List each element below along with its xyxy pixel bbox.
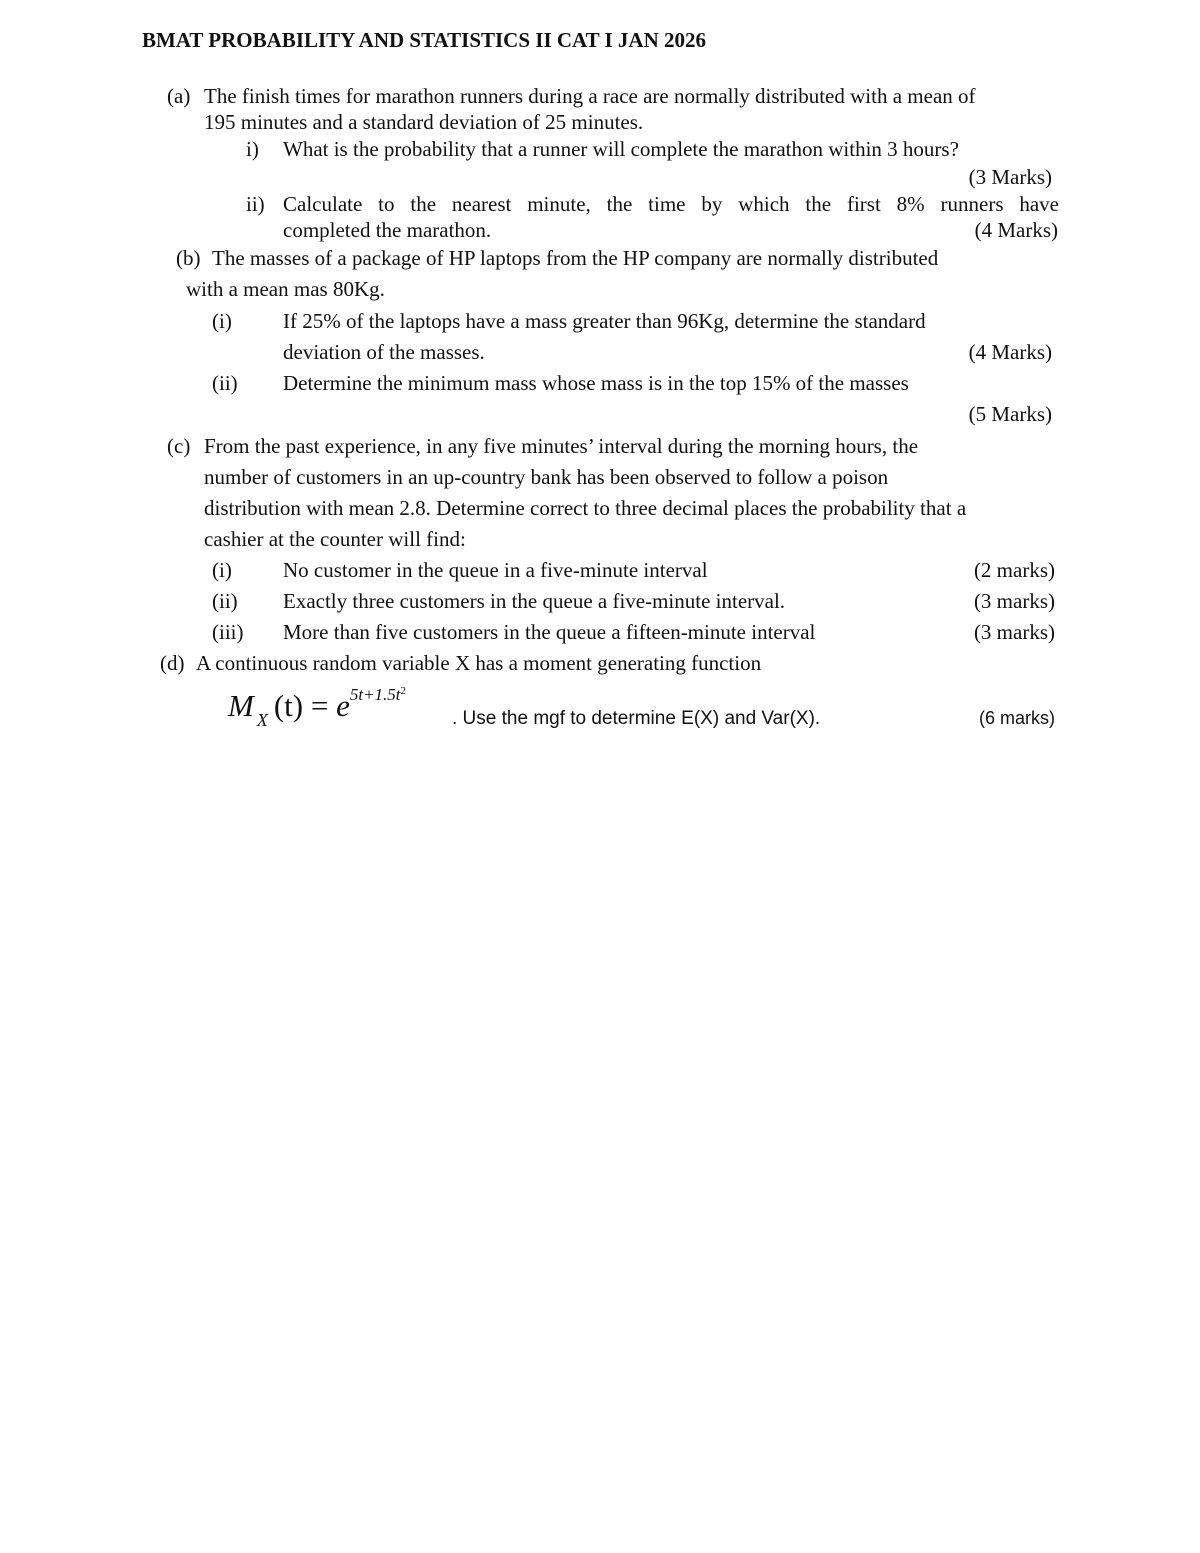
formula-m: M [228, 688, 254, 723]
question-c-text-line1: From the past experience, in any five minutes’ interval during the morning hours, the [204, 434, 919, 458]
formula-exponent: 5t+1.5t [349, 685, 401, 704]
formula-exponent-power: 2 [400, 685, 407, 697]
question-a-part-ii-label: ii) [246, 192, 265, 216]
question-c-label: (c) [167, 434, 191, 458]
question-d-instruction: . Use the mgf to determine E(X) and Var(X). [452, 708, 821, 729]
question-c-part-iii-marks: (3 marks) [973, 620, 1055, 644]
question-b-part-i-marks: (4 Marks) [968, 340, 1052, 364]
question-b-part-i-label: (i) [212, 309, 232, 333]
question-b-text-line1: The masses of a package of HP laptops from the HP company are normally distributed [212, 246, 939, 270]
formula-base: e [336, 688, 350, 723]
question-d-marks: (6 marks) [979, 708, 1055, 728]
question-c-part-i-marks: (2 marks) [973, 558, 1055, 582]
question-c-part-iii-label: (iii) [212, 620, 244, 644]
question-c-part-ii-text: Exactly three customers in the queue a five-minute interval. [283, 589, 786, 613]
question-a-part-ii-marks: (4 Marks) [974, 218, 1058, 242]
question-a-part-i-text: What is the probability that a runner will complete the marathon within 3 hours? [283, 137, 959, 161]
question-a-text-line2: 195 minutes and a standard deviation of 25 minutes. [204, 110, 644, 134]
question-a-part-ii-text-line1: Calculate to the nearest minute, the time by which the first 8% runners have [283, 192, 1059, 216]
question-a-text-line1: The finish times for marathon runners during a race are normally distributed with a mean of [204, 84, 976, 108]
question-b-part-i-text-line1: If 25% of the laptops have a mass greater than 96Kg, determine the standard [283, 309, 926, 333]
formula-argument: (t) = [273, 688, 337, 723]
question-c-part-ii-marks: (3 marks) [973, 589, 1055, 613]
question-b-part-ii-text: Determine the minimum mass whose mass is in the top 15% of the masses [283, 371, 909, 395]
question-c-part-iii-text: More than five customers in the queue a fifteen-minute interval [283, 620, 816, 644]
question-d-label: (d) [160, 651, 185, 675]
question-b-text-line2: with a mean mas 80Kg. [186, 277, 385, 301]
question-a-label: (a) [167, 84, 191, 108]
question-c-part-i-text: No customer in the queue in a five-minute interval [283, 558, 708, 582]
question-b-part-ii-marks: (5 Marks) [968, 402, 1052, 426]
question-b-label: (b) [176, 246, 201, 270]
page-title: BMAT PROBABILITY AND STATISTICS II CAT I JAN 2026 [142, 28, 707, 52]
question-a-part-ii-text-line2: completed the marathon. [283, 218, 492, 242]
question-c-text-line4: cashier at the counter will find: [204, 527, 466, 551]
question-a-part-i-marks: (3 Marks) [968, 165, 1052, 189]
mgf-formula [228, 685, 407, 730]
question-b-part-ii-label: (ii) [212, 371, 238, 395]
question-d-text-line1: A continuous random variable X has a moment generating function [196, 651, 762, 675]
question-c-text-line3: distribution with mean 2.8. Determine correct to three decimal places the probability that a [204, 496, 967, 520]
question-a-part-i-label: i) [246, 137, 259, 161]
formula-subscript: X [256, 710, 268, 730]
question-c-text-line2: number of customers in an up-country bank has been observed to follow a poison [204, 465, 889, 489]
question-c-part-i-label: (i) [212, 558, 232, 582]
question-c-part-ii-label: (ii) [212, 589, 238, 613]
question-b-part-i-text-line2: deviation of the masses. [283, 340, 485, 364]
